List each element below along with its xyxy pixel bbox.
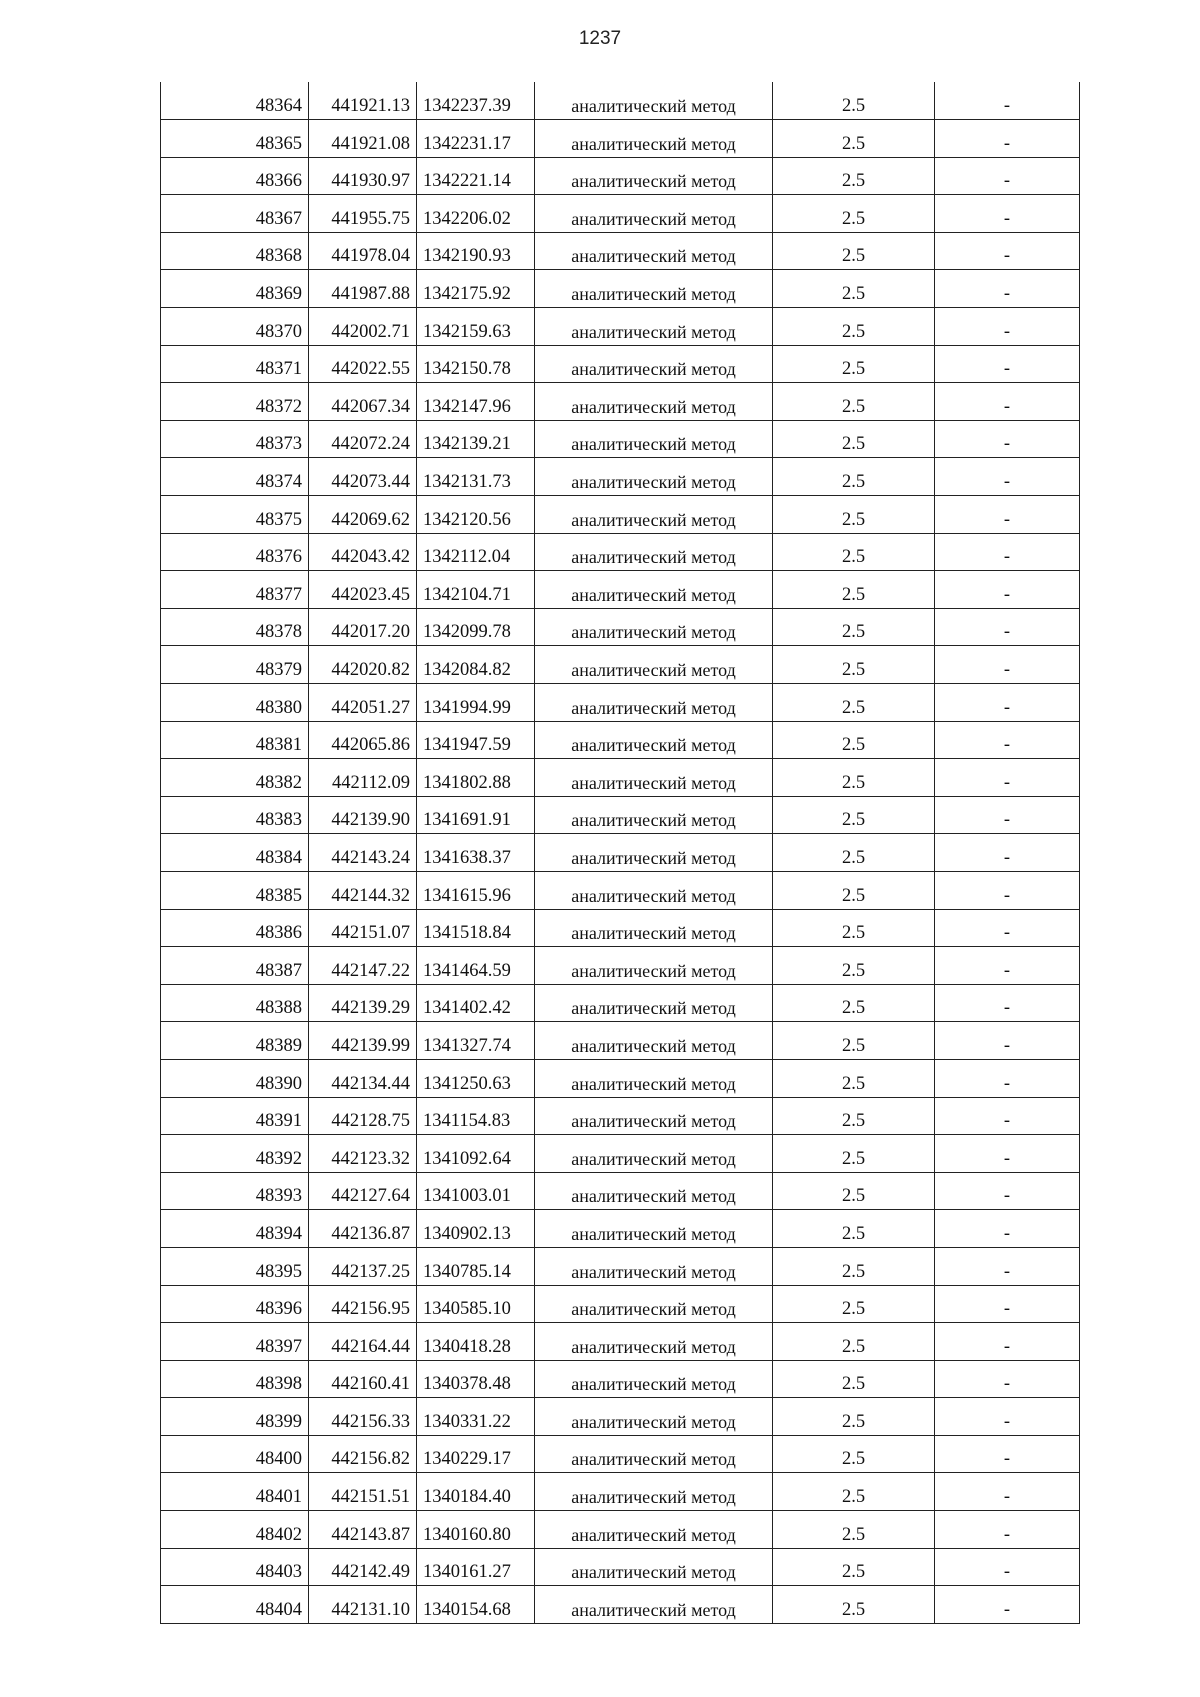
- method-cell: аналитический метод: [535, 796, 773, 834]
- table-row: [161, 984, 1080, 1022]
- table-row: [161, 120, 1080, 158]
- table-row: [161, 1435, 1080, 1473]
- note-cell: -: [935, 383, 1080, 421]
- point-number-cell: 48384: [161, 834, 309, 872]
- point-number-cell: 48393: [161, 1172, 309, 1210]
- table-row: [161, 1172, 1080, 1210]
- table-row: [161, 496, 1080, 534]
- method-cell: аналитический метод: [535, 1247, 773, 1285]
- table-row: [161, 1323, 1080, 1361]
- point-number-cell: 48402: [161, 1511, 309, 1549]
- note-cell: -: [935, 1473, 1080, 1511]
- point-number-cell: 48389: [161, 1022, 309, 1060]
- x-coordinate-cell: 442160.41: [309, 1360, 417, 1398]
- x-coordinate-cell: 442065.86: [309, 721, 417, 759]
- y-coordinate-cell: 1341994.99: [417, 684, 535, 722]
- y-coordinate-cell: 1341638.37: [417, 834, 535, 872]
- note-cell: -: [935, 909, 1080, 947]
- note-cell: -: [935, 270, 1080, 308]
- note-cell: -: [935, 420, 1080, 458]
- table-row: [161, 608, 1080, 646]
- point-number-cell: 48392: [161, 1135, 309, 1173]
- y-coordinate-cell: 1341402.42: [417, 984, 535, 1022]
- point-number-cell: 48366: [161, 157, 309, 195]
- table-row: [161, 646, 1080, 684]
- note-cell: -: [935, 458, 1080, 496]
- x-coordinate-cell: 442137.25: [309, 1247, 417, 1285]
- y-coordinate-cell: 1342131.73: [417, 458, 535, 496]
- point-number-cell: 48385: [161, 871, 309, 909]
- note-cell: -: [935, 1172, 1080, 1210]
- table-row: [161, 1059, 1080, 1097]
- method-cell: аналитический метод: [535, 1059, 773, 1097]
- accuracy-cell: 2.5: [773, 383, 935, 421]
- table-row: [161, 571, 1080, 609]
- note-cell: -: [935, 1586, 1080, 1624]
- point-number-cell: 48370: [161, 308, 309, 346]
- point-number-cell: 48397: [161, 1323, 309, 1361]
- table-row: [161, 1548, 1080, 1586]
- note-cell: -: [935, 1022, 1080, 1060]
- method-cell: аналитический метод: [535, 608, 773, 646]
- accuracy-cell: 2.5: [773, 232, 935, 270]
- page-number: 1237: [578, 28, 622, 49]
- x-coordinate-cell: 442139.99: [309, 1022, 417, 1060]
- accuracy-cell: 2.5: [773, 1172, 935, 1210]
- method-cell: аналитический метод: [535, 1285, 773, 1323]
- table-row: [161, 1586, 1080, 1624]
- accuracy-cell: 2.5: [773, 345, 935, 383]
- point-number-cell: 48401: [161, 1473, 309, 1511]
- method-cell: аналитический метод: [535, 1435, 773, 1473]
- table-row: [161, 533, 1080, 571]
- y-coordinate-cell: 1342120.56: [417, 496, 535, 534]
- note-cell: -: [935, 1210, 1080, 1248]
- note-cell: -: [935, 1097, 1080, 1135]
- x-coordinate-cell: 442017.20: [309, 608, 417, 646]
- x-coordinate-cell: 442156.82: [309, 1435, 417, 1473]
- y-coordinate-cell: 1341518.84: [417, 909, 535, 947]
- method-cell: аналитический метод: [535, 1135, 773, 1173]
- method-cell: аналитический метод: [535, 195, 773, 233]
- method-cell: аналитический метод: [535, 533, 773, 571]
- point-number-cell: 48378: [161, 608, 309, 646]
- method-cell: аналитический метод: [535, 308, 773, 346]
- table-row: [161, 195, 1080, 233]
- y-coordinate-cell: 1341802.88: [417, 759, 535, 797]
- point-number-cell: 48400: [161, 1435, 309, 1473]
- table-row: [161, 759, 1080, 797]
- y-coordinate-cell: 1341154.83: [417, 1097, 535, 1135]
- note-cell: -: [935, 1323, 1080, 1361]
- point-number-cell: 48374: [161, 458, 309, 496]
- note-cell: -: [935, 1059, 1080, 1097]
- table-row: [161, 308, 1080, 346]
- table-row: [161, 157, 1080, 195]
- x-coordinate-cell: 441978.04: [309, 232, 417, 270]
- accuracy-cell: 2.5: [773, 1548, 935, 1586]
- y-coordinate-cell: 1342104.71: [417, 571, 535, 609]
- x-coordinate-cell: 442020.82: [309, 646, 417, 684]
- method-cell: аналитический метод: [535, 684, 773, 722]
- method-cell: аналитический метод: [535, 1360, 773, 1398]
- table-row: [161, 1360, 1080, 1398]
- point-number-cell: 48373: [161, 420, 309, 458]
- accuracy-cell: 2.5: [773, 947, 935, 985]
- method-cell: аналитический метод: [535, 909, 773, 947]
- x-coordinate-cell: 441955.75: [309, 195, 417, 233]
- y-coordinate-cell: 1340161.27: [417, 1548, 535, 1586]
- accuracy-cell: 2.5: [773, 82, 935, 120]
- table-row: [161, 1135, 1080, 1173]
- table-row: [161, 1285, 1080, 1323]
- table-row: [161, 458, 1080, 496]
- point-number-cell: 48380: [161, 684, 309, 722]
- y-coordinate-cell: 1340902.13: [417, 1210, 535, 1248]
- x-coordinate-cell: 442002.71: [309, 308, 417, 346]
- point-number-cell: 48394: [161, 1210, 309, 1248]
- method-cell: аналитический метод: [535, 646, 773, 684]
- method-cell: аналитический метод: [535, 120, 773, 158]
- y-coordinate-cell: 1342099.78: [417, 608, 535, 646]
- accuracy-cell: 2.5: [773, 871, 935, 909]
- y-coordinate-cell: 1340585.10: [417, 1285, 535, 1323]
- note-cell: -: [935, 195, 1080, 233]
- x-coordinate-cell: 442139.90: [309, 796, 417, 834]
- point-number-cell: 48391: [161, 1097, 309, 1135]
- y-coordinate-cell: 1342159.63: [417, 308, 535, 346]
- table-row: [161, 1210, 1080, 1248]
- accuracy-cell: 2.5: [773, 458, 935, 496]
- y-coordinate-cell: 1341615.96: [417, 871, 535, 909]
- method-cell: аналитический метод: [535, 1022, 773, 1060]
- point-number-cell: 48375: [161, 496, 309, 534]
- note-cell: -: [935, 984, 1080, 1022]
- x-coordinate-cell: 442136.87: [309, 1210, 417, 1248]
- note-cell: -: [935, 345, 1080, 383]
- point-number-cell: 48368: [161, 232, 309, 270]
- accuracy-cell: 2.5: [773, 1285, 935, 1323]
- table-row: [161, 721, 1080, 759]
- accuracy-cell: 2.5: [773, 1473, 935, 1511]
- note-cell: -: [935, 496, 1080, 534]
- point-number-cell: 48403: [161, 1548, 309, 1586]
- accuracy-cell: 2.5: [773, 1097, 935, 1135]
- method-cell: аналитический метод: [535, 345, 773, 383]
- method-cell: аналитический метод: [535, 270, 773, 308]
- x-coordinate-cell: 442134.44: [309, 1059, 417, 1097]
- note-cell: -: [935, 157, 1080, 195]
- x-coordinate-cell: 442151.07: [309, 909, 417, 947]
- table-row: [161, 909, 1080, 947]
- method-cell: аналитический метод: [535, 496, 773, 534]
- note-cell: -: [935, 1360, 1080, 1398]
- note-cell: -: [935, 721, 1080, 759]
- method-cell: аналитический метод: [535, 1172, 773, 1210]
- note-cell: -: [935, 1285, 1080, 1323]
- table-row: [161, 684, 1080, 722]
- coordinates-table: [160, 82, 1080, 1624]
- table-row: [161, 345, 1080, 383]
- y-coordinate-cell: 1342112.04: [417, 533, 535, 571]
- x-coordinate-cell: 441930.97: [309, 157, 417, 195]
- y-coordinate-cell: 1340418.28: [417, 1323, 535, 1361]
- method-cell: аналитический метод: [535, 1097, 773, 1135]
- x-coordinate-cell: 441987.88: [309, 270, 417, 308]
- y-coordinate-cell: 1342175.92: [417, 270, 535, 308]
- point-number-cell: 48382: [161, 759, 309, 797]
- x-coordinate-cell: 442022.55: [309, 345, 417, 383]
- x-coordinate-cell: 442023.45: [309, 571, 417, 609]
- point-number-cell: 48376: [161, 533, 309, 571]
- point-number-cell: 48377: [161, 571, 309, 609]
- point-number-cell: 48386: [161, 909, 309, 947]
- note-cell: -: [935, 120, 1080, 158]
- x-coordinate-cell: 442142.49: [309, 1548, 417, 1586]
- method-cell: аналитический метод: [535, 157, 773, 195]
- accuracy-cell: 2.5: [773, 1210, 935, 1248]
- point-number-cell: 48398: [161, 1360, 309, 1398]
- table-row: [161, 1473, 1080, 1511]
- point-number-cell: 48396: [161, 1285, 309, 1323]
- note-cell: -: [935, 1511, 1080, 1549]
- method-cell: аналитический метод: [535, 834, 773, 872]
- note-cell: -: [935, 871, 1080, 909]
- note-cell: -: [935, 308, 1080, 346]
- accuracy-cell: 2.5: [773, 1323, 935, 1361]
- accuracy-cell: 2.5: [773, 157, 935, 195]
- table-row: [161, 420, 1080, 458]
- accuracy-cell: 2.5: [773, 1398, 935, 1436]
- y-coordinate-cell: 1342150.78: [417, 345, 535, 383]
- note-cell: -: [935, 1135, 1080, 1173]
- accuracy-cell: 2.5: [773, 1435, 935, 1473]
- y-coordinate-cell: 1342237.39: [417, 82, 535, 120]
- point-number-cell: 48367: [161, 195, 309, 233]
- point-number-cell: 48399: [161, 1398, 309, 1436]
- note-cell: -: [935, 684, 1080, 722]
- table-row: [161, 383, 1080, 421]
- accuracy-cell: 2.5: [773, 270, 935, 308]
- note-cell: -: [935, 232, 1080, 270]
- point-number-cell: 48371: [161, 345, 309, 383]
- method-cell: аналитический метод: [535, 721, 773, 759]
- point-number-cell: 48383: [161, 796, 309, 834]
- y-coordinate-cell: 1341691.91: [417, 796, 535, 834]
- method-cell: аналитический метод: [535, 947, 773, 985]
- x-coordinate-cell: 442043.42: [309, 533, 417, 571]
- note-cell: -: [935, 533, 1080, 571]
- x-coordinate-cell: 442127.64: [309, 1172, 417, 1210]
- accuracy-cell: 2.5: [773, 1511, 935, 1549]
- note-cell: -: [935, 947, 1080, 985]
- x-coordinate-cell: 442144.32: [309, 871, 417, 909]
- x-coordinate-cell: 442123.32: [309, 1135, 417, 1173]
- y-coordinate-cell: 1341092.64: [417, 1135, 535, 1173]
- y-coordinate-cell: 1342206.02: [417, 195, 535, 233]
- point-number-cell: 48390: [161, 1059, 309, 1097]
- x-coordinate-cell: 442143.87: [309, 1511, 417, 1549]
- y-coordinate-cell: 1340184.40: [417, 1473, 535, 1511]
- method-cell: аналитический метод: [535, 571, 773, 609]
- table-row: [161, 1247, 1080, 1285]
- y-coordinate-cell: 1341250.63: [417, 1059, 535, 1097]
- y-coordinate-cell: 1341327.74: [417, 1022, 535, 1060]
- note-cell: -: [935, 1247, 1080, 1285]
- table-row: [161, 1511, 1080, 1549]
- method-cell: аналитический метод: [535, 984, 773, 1022]
- accuracy-cell: 2.5: [773, 1135, 935, 1173]
- accuracy-cell: 2.5: [773, 420, 935, 458]
- accuracy-cell: 2.5: [773, 984, 935, 1022]
- method-cell: аналитический метод: [535, 871, 773, 909]
- y-coordinate-cell: 1342084.82: [417, 646, 535, 684]
- x-coordinate-cell: 442131.10: [309, 1586, 417, 1624]
- y-coordinate-cell: 1340154.68: [417, 1586, 535, 1624]
- table-row: [161, 871, 1080, 909]
- accuracy-cell: 2.5: [773, 684, 935, 722]
- point-number-cell: 48364: [161, 82, 309, 120]
- x-coordinate-cell: 442156.95: [309, 1285, 417, 1323]
- note-cell: -: [935, 834, 1080, 872]
- x-coordinate-cell: 442112.09: [309, 759, 417, 797]
- table-row: [161, 270, 1080, 308]
- point-number-cell: 48379: [161, 646, 309, 684]
- method-cell: аналитический метод: [535, 82, 773, 120]
- accuracy-cell: 2.5: [773, 308, 935, 346]
- method-cell: аналитический метод: [535, 1548, 773, 1586]
- accuracy-cell: 2.5: [773, 533, 935, 571]
- y-coordinate-cell: 1342147.96: [417, 383, 535, 421]
- note-cell: -: [935, 571, 1080, 609]
- x-coordinate-cell: 442139.29: [309, 984, 417, 1022]
- accuracy-cell: 2.5: [773, 1360, 935, 1398]
- table-row: [161, 834, 1080, 872]
- point-number-cell: 48395: [161, 1247, 309, 1285]
- method-cell: аналитический метод: [535, 420, 773, 458]
- method-cell: аналитический метод: [535, 458, 773, 496]
- point-number-cell: 48369: [161, 270, 309, 308]
- point-number-cell: 48387: [161, 947, 309, 985]
- table-row: [161, 796, 1080, 834]
- accuracy-cell: 2.5: [773, 1586, 935, 1624]
- x-coordinate-cell: 442164.44: [309, 1323, 417, 1361]
- method-cell: аналитический метод: [535, 1398, 773, 1436]
- accuracy-cell: 2.5: [773, 1247, 935, 1285]
- y-coordinate-cell: 1340785.14: [417, 1247, 535, 1285]
- y-coordinate-cell: 1341464.59: [417, 947, 535, 985]
- x-coordinate-cell: 442128.75: [309, 1097, 417, 1135]
- y-coordinate-cell: 1342221.14: [417, 157, 535, 195]
- x-coordinate-cell: 442067.34: [309, 383, 417, 421]
- x-coordinate-cell: 442073.44: [309, 458, 417, 496]
- table-row: [161, 232, 1080, 270]
- point-number-cell: 48381: [161, 721, 309, 759]
- accuracy-cell: 2.5: [773, 796, 935, 834]
- note-cell: -: [935, 759, 1080, 797]
- note-cell: -: [935, 1435, 1080, 1473]
- method-cell: аналитический метод: [535, 1586, 773, 1624]
- accuracy-cell: 2.5: [773, 120, 935, 158]
- x-coordinate-cell: 442069.62: [309, 496, 417, 534]
- note-cell: -: [935, 82, 1080, 120]
- table-row: [161, 82, 1080, 120]
- y-coordinate-cell: 1340378.48: [417, 1360, 535, 1398]
- accuracy-cell: 2.5: [773, 195, 935, 233]
- y-coordinate-cell: 1341947.59: [417, 721, 535, 759]
- accuracy-cell: 2.5: [773, 909, 935, 947]
- method-cell: аналитический метод: [535, 1210, 773, 1248]
- x-coordinate-cell: 442051.27: [309, 684, 417, 722]
- note-cell: -: [935, 646, 1080, 684]
- x-coordinate-cell: 442143.24: [309, 834, 417, 872]
- accuracy-cell: 2.5: [773, 608, 935, 646]
- x-coordinate-cell: 441921.08: [309, 120, 417, 158]
- x-coordinate-cell: 442072.24: [309, 420, 417, 458]
- accuracy-cell: 2.5: [773, 721, 935, 759]
- accuracy-cell: 2.5: [773, 646, 935, 684]
- x-coordinate-cell: 442156.33: [309, 1398, 417, 1436]
- accuracy-cell: 2.5: [773, 1059, 935, 1097]
- y-coordinate-cell: 1340229.17: [417, 1435, 535, 1473]
- method-cell: аналитический метод: [535, 1323, 773, 1361]
- accuracy-cell: 2.5: [773, 1022, 935, 1060]
- table-row: [161, 1398, 1080, 1436]
- y-coordinate-cell: 1340160.80: [417, 1511, 535, 1549]
- coordinates-table-body: [161, 82, 1080, 1623]
- point-number-cell: 48388: [161, 984, 309, 1022]
- method-cell: аналитический метод: [535, 1473, 773, 1511]
- accuracy-cell: 2.5: [773, 496, 935, 534]
- method-cell: аналитический метод: [535, 1511, 773, 1549]
- y-coordinate-cell: 1340331.22: [417, 1398, 535, 1436]
- y-coordinate-cell: 1342139.21: [417, 420, 535, 458]
- accuracy-cell: 2.5: [773, 571, 935, 609]
- note-cell: -: [935, 1548, 1080, 1586]
- point-number-cell: 48404: [161, 1586, 309, 1624]
- note-cell: -: [935, 1398, 1080, 1436]
- table-row: [161, 1097, 1080, 1135]
- accuracy-cell: 2.5: [773, 759, 935, 797]
- table-row: [161, 947, 1080, 985]
- x-coordinate-cell: 441921.13: [309, 82, 417, 120]
- method-cell: аналитический метод: [535, 759, 773, 797]
- method-cell: аналитический метод: [535, 383, 773, 421]
- note-cell: -: [935, 608, 1080, 646]
- x-coordinate-cell: 442147.22: [309, 947, 417, 985]
- method-cell: аналитический метод: [535, 232, 773, 270]
- point-number-cell: 48372: [161, 383, 309, 421]
- accuracy-cell: 2.5: [773, 834, 935, 872]
- y-coordinate-cell: 1341003.01: [417, 1172, 535, 1210]
- note-cell: -: [935, 796, 1080, 834]
- y-coordinate-cell: 1342190.93: [417, 232, 535, 270]
- table-row: [161, 1022, 1080, 1060]
- y-coordinate-cell: 1342231.17: [417, 120, 535, 158]
- point-number-cell: 48365: [161, 120, 309, 158]
- x-coordinate-cell: 442151.51: [309, 1473, 417, 1511]
